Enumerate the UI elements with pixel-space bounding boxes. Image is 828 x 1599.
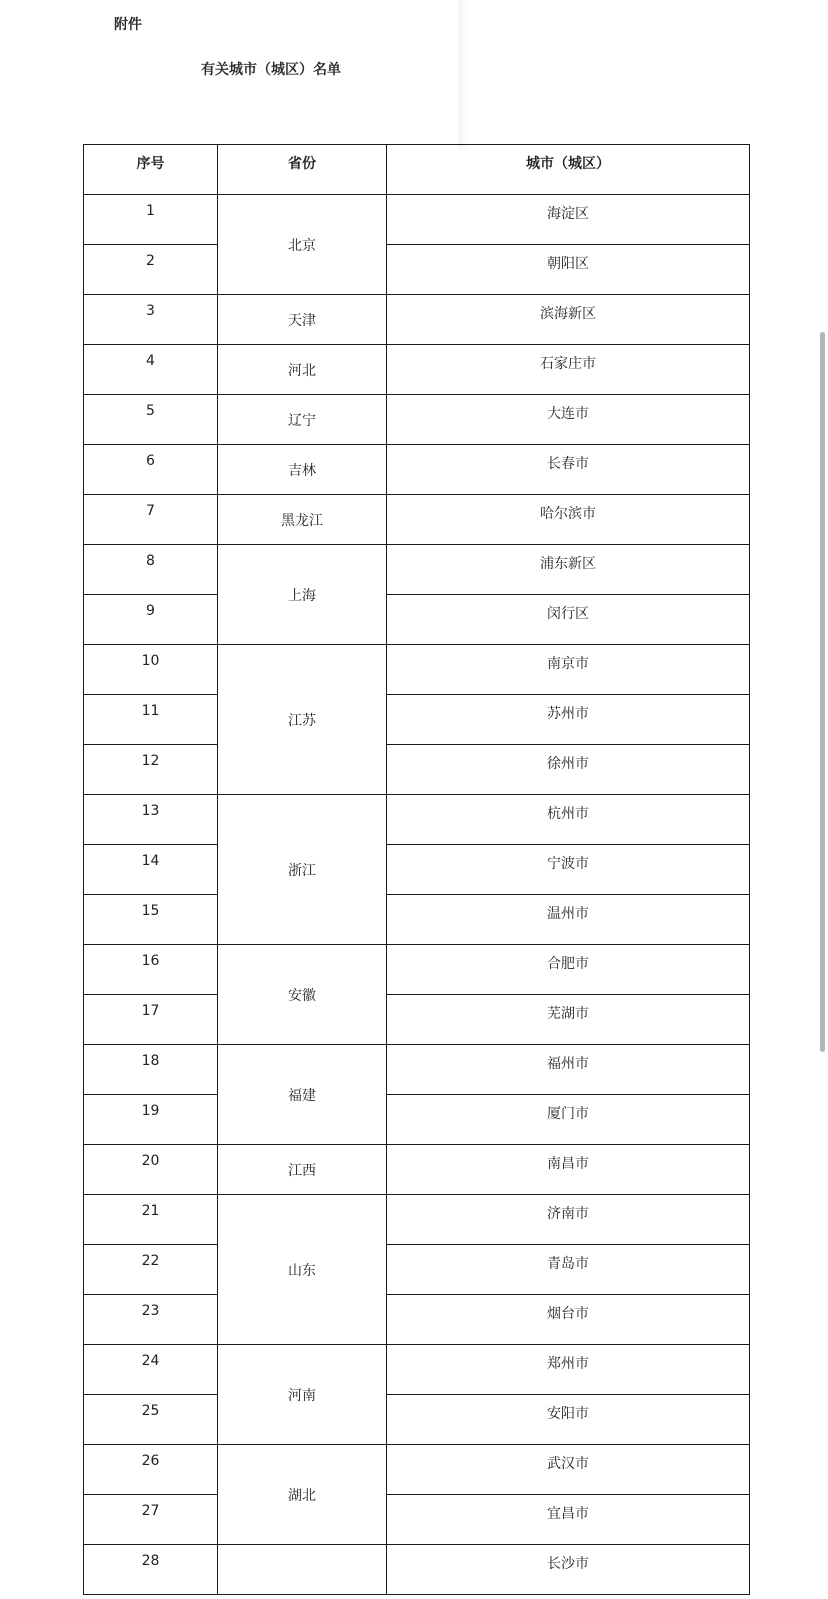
row-number: 25 <box>84 1395 218 1445</box>
table-row <box>84 395 750 445</box>
row-number: 21 <box>84 1195 218 1245</box>
row-number: 18 <box>84 1045 218 1095</box>
province-cell: 江西 <box>218 1145 387 1195</box>
province-cell: 吉林 <box>218 445 387 495</box>
row-number: 5 <box>84 395 218 445</box>
table-row <box>84 995 750 1045</box>
province-cell: 安徽 <box>218 945 387 1045</box>
city-cell: 苏州市 <box>387 695 750 745</box>
row-number: 2 <box>84 245 218 295</box>
province-cell: 辽宁 <box>218 395 387 445</box>
table-row <box>84 1245 750 1295</box>
table-row <box>84 1195 750 1245</box>
table-row <box>84 845 750 895</box>
table-row <box>84 1395 750 1445</box>
city-cell: 杭州市 <box>387 795 750 845</box>
row-number: 17 <box>84 995 218 1045</box>
table-row <box>84 795 750 845</box>
province-cell: 上海 <box>218 545 387 645</box>
row-number: 27 <box>84 1495 218 1545</box>
vertical-scrollbar[interactable] <box>820 332 825 1052</box>
city-cell: 海淀区 <box>387 195 750 245</box>
row-number: 3 <box>84 295 218 345</box>
city-cell: 哈尔滨市 <box>387 495 750 545</box>
city-cell: 滨海新区 <box>387 295 750 345</box>
row-number: 22 <box>84 1245 218 1295</box>
table-row <box>84 945 750 995</box>
city-cell: 闵行区 <box>387 595 750 645</box>
table-row <box>84 245 750 295</box>
row-number: 11 <box>84 695 218 745</box>
city-cell: 南京市 <box>387 645 750 695</box>
table-row <box>84 195 750 245</box>
city-cell: 温州市 <box>387 895 750 945</box>
city-cell: 安阳市 <box>387 1395 750 1445</box>
city-cell: 厦门市 <box>387 1095 750 1145</box>
city-cell: 福州市 <box>387 1045 750 1095</box>
city-cell: 宜昌市 <box>387 1495 750 1545</box>
province-cell: 河南 <box>218 1345 387 1445</box>
city-cell: 大连市 <box>387 395 750 445</box>
table-row <box>84 445 750 495</box>
city-cell: 武汉市 <box>387 1445 750 1495</box>
province-cell <box>218 1545 387 1595</box>
table-row <box>84 345 750 395</box>
table-row <box>84 495 750 545</box>
attachment-label: 附件 <box>114 17 142 33</box>
header-city: 城市（城区） <box>387 145 750 195</box>
city-cell: 石家庄市 <box>387 345 750 395</box>
province-cell: 湖北 <box>218 1445 387 1545</box>
city-cell: 徐州市 <box>387 745 750 795</box>
city-cell: 宁波市 <box>387 845 750 895</box>
table-row <box>84 1345 750 1395</box>
table-row <box>84 1095 750 1145</box>
document-title: 有关城市（城区）名单 <box>201 62 341 78</box>
table-row <box>84 1445 750 1495</box>
province-cell: 北京 <box>218 195 387 295</box>
city-cell: 南昌市 <box>387 1145 750 1195</box>
table-row <box>84 895 750 945</box>
table-row <box>84 645 750 695</box>
row-number: 1 <box>84 195 218 245</box>
row-number: 4 <box>84 345 218 395</box>
table-row <box>84 1145 750 1195</box>
city-cell: 长春市 <box>387 445 750 495</box>
row-number: 12 <box>84 745 218 795</box>
city-cell: 朝阳区 <box>387 245 750 295</box>
province-cell: 黑龙江 <box>218 495 387 545</box>
row-number: 26 <box>84 1445 218 1495</box>
table-row <box>84 295 750 345</box>
province-cell: 福建 <box>218 1045 387 1145</box>
table-header-row <box>84 145 750 195</box>
table-row <box>84 1045 750 1095</box>
city-cell: 郑州市 <box>387 1345 750 1395</box>
city-cell: 芜湖市 <box>387 995 750 1045</box>
row-number: 7 <box>84 495 218 545</box>
row-number: 13 <box>84 795 218 845</box>
row-number: 10 <box>84 645 218 695</box>
table-body <box>84 195 750 1595</box>
city-cell: 烟台市 <box>387 1295 750 1345</box>
row-number: 9 <box>84 595 218 645</box>
header-province: 省份 <box>218 145 387 195</box>
table-row <box>84 1295 750 1345</box>
table-row <box>84 695 750 745</box>
page-edge-shadow <box>458 0 472 150</box>
province-cell: 山东 <box>218 1195 387 1345</box>
city-cell: 浦东新区 <box>387 545 750 595</box>
header-number: 序号 <box>84 145 218 195</box>
row-number: 19 <box>84 1095 218 1145</box>
row-number: 24 <box>84 1345 218 1395</box>
city-cell: 长沙市 <box>387 1545 750 1595</box>
table-row <box>84 545 750 595</box>
row-number: 16 <box>84 945 218 995</box>
city-list-table <box>83 144 750 1595</box>
province-cell: 江苏 <box>218 645 387 795</box>
row-number: 14 <box>84 845 218 895</box>
city-cell: 济南市 <box>387 1195 750 1245</box>
table-row <box>84 1495 750 1545</box>
table-row <box>84 595 750 645</box>
province-cell: 天津 <box>218 295 387 345</box>
row-number: 23 <box>84 1295 218 1345</box>
row-number: 15 <box>84 895 218 945</box>
city-cell: 合肥市 <box>387 945 750 995</box>
row-number: 28 <box>84 1545 218 1595</box>
province-cell: 河北 <box>218 345 387 395</box>
row-number: 8 <box>84 545 218 595</box>
city-cell: 青岛市 <box>387 1245 750 1295</box>
table-row <box>84 745 750 795</box>
table-row <box>84 1545 750 1595</box>
province-cell: 浙江 <box>218 795 387 945</box>
row-number: 6 <box>84 445 218 495</box>
row-number: 20 <box>84 1145 218 1195</box>
